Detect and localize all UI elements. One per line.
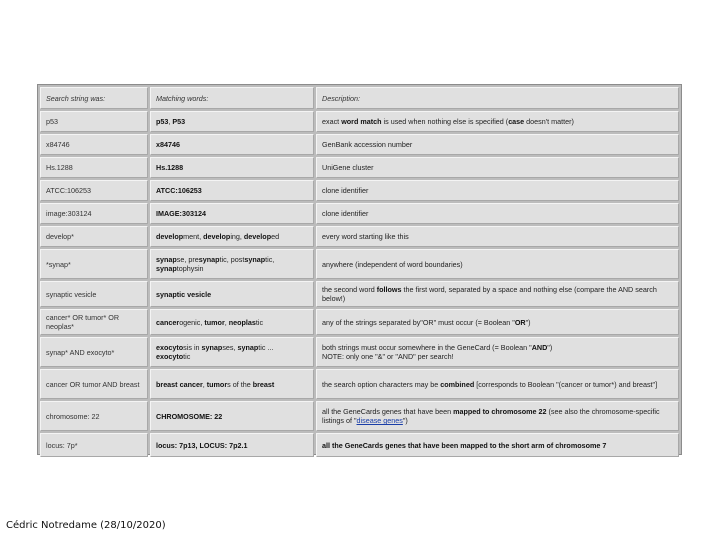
table-row bbox=[40, 401, 679, 431]
bold-text: develop bbox=[203, 232, 231, 241]
table-row bbox=[40, 337, 679, 367]
header-search-string: Search string was: bbox=[40, 87, 148, 109]
matching-words-cell bbox=[150, 433, 314, 457]
table-row bbox=[40, 111, 679, 132]
description-cell bbox=[316, 309, 679, 335]
text: , bbox=[168, 117, 173, 126]
matching-words-cell bbox=[150, 111, 314, 132]
bold-text: synaptic vesicle bbox=[156, 289, 212, 299]
text: ment, bbox=[183, 232, 204, 241]
search-string-cell: develop* bbox=[40, 226, 148, 247]
description-cell bbox=[316, 337, 679, 367]
text: tic, bbox=[265, 255, 275, 264]
table-row bbox=[40, 281, 679, 307]
bold-text: develop bbox=[156, 232, 184, 241]
text: the second word bbox=[322, 285, 377, 294]
text: any of the strings separated by"OR" must occur (= Boolean " bbox=[322, 317, 515, 327]
description-cell bbox=[316, 369, 679, 399]
text: ed bbox=[271, 232, 280, 241]
disease-genes-link[interactable]: disease genes bbox=[356, 416, 403, 425]
table-row bbox=[40, 433, 679, 457]
text: se, pre bbox=[176, 255, 199, 264]
bold-text: follows bbox=[376, 285, 402, 294]
bold-text: synap bbox=[156, 255, 177, 264]
matching-words-cell bbox=[150, 309, 314, 335]
bold-text: case bbox=[508, 117, 525, 126]
table-row bbox=[40, 226, 679, 247]
matching-words-cell bbox=[150, 157, 314, 178]
text: ing, bbox=[230, 232, 244, 241]
bold-text: mapped to chromosome 22 bbox=[453, 407, 547, 416]
text: s of the bbox=[227, 379, 253, 389]
search-string-cell: synap* AND exocyto* bbox=[40, 337, 148, 367]
text: every word starting like this bbox=[322, 232, 409, 241]
description-cell bbox=[316, 433, 679, 457]
text: ") bbox=[402, 416, 408, 425]
search-string-cell: x84746 bbox=[40, 134, 148, 155]
table-row bbox=[40, 369, 679, 399]
search-string-cell: chromosome: 22 bbox=[40, 401, 148, 431]
matching-words-cell bbox=[150, 401, 314, 431]
bold-text: breast cancer bbox=[156, 379, 203, 389]
search-string-cell: locus: 7p* bbox=[40, 433, 148, 457]
text: clone identifier bbox=[322, 186, 369, 195]
bold-text: all the GeneCards genes that have been mapped to the short arm of chromosome 7 bbox=[322, 440, 607, 450]
bold-text: CHROMOSOME: 22 bbox=[156, 411, 223, 421]
bold-text: Hs.1288 bbox=[156, 163, 184, 172]
description-cell bbox=[316, 203, 679, 224]
text: ogenic, bbox=[179, 317, 205, 327]
search-string-cell: image:303124 bbox=[40, 203, 148, 224]
text: ") bbox=[525, 317, 531, 327]
description-cell bbox=[316, 111, 679, 132]
bold-text: AND bbox=[531, 343, 548, 352]
text: doesn't matter) bbox=[524, 117, 574, 126]
description-cell bbox=[316, 281, 679, 307]
text: [corresponds to Boolean "(cancer or tumor*) and breast"] bbox=[474, 379, 658, 389]
description-cell bbox=[316, 226, 679, 247]
search-string-cell: cancer OR tumor AND breast bbox=[40, 369, 148, 399]
matching-words-cell bbox=[150, 180, 314, 201]
text: anywhere (independent of word boundaries) bbox=[322, 259, 463, 269]
bold-text: word match bbox=[341, 117, 382, 126]
table-row bbox=[40, 309, 679, 335]
bold-text: develop bbox=[243, 232, 272, 241]
text: GenBank accession number bbox=[322, 140, 413, 149]
bold-text: OR bbox=[514, 317, 526, 327]
bold-text: synap bbox=[201, 343, 223, 352]
bold-text: tumor bbox=[204, 317, 225, 327]
bold-text: exocyto bbox=[156, 343, 184, 352]
bold-text: synap bbox=[156, 264, 177, 273]
author-date-footer: Cédric Notredame (28/10/2020) bbox=[6, 520, 166, 531]
search-string-cell: p53 bbox=[40, 111, 148, 132]
header-description: Description: bbox=[316, 87, 679, 109]
matching-words-cell bbox=[150, 226, 314, 247]
table-row bbox=[40, 180, 679, 201]
bold-text: cancer bbox=[156, 317, 180, 327]
matching-words-cell bbox=[150, 281, 314, 307]
description-cell bbox=[316, 134, 679, 155]
bold-text: IMAGE:303124 bbox=[156, 209, 206, 218]
text: tophysin bbox=[176, 264, 204, 273]
text: , bbox=[224, 317, 229, 327]
description-cell bbox=[316, 249, 679, 279]
bold-text: p53 bbox=[156, 117, 169, 126]
bold-text: ATCC:106253 bbox=[156, 186, 202, 195]
text: tic ... bbox=[258, 343, 274, 352]
matching-words-cell bbox=[150, 249, 314, 279]
text: ") bbox=[547, 343, 553, 352]
search-string-cell: synaptic vesicle bbox=[40, 281, 148, 307]
text: NOTE: only one "&" or "AND" per search! bbox=[322, 352, 454, 361]
text: is used when nothing else is specified ( bbox=[381, 117, 509, 126]
search-string-cell: Hs.1288 bbox=[40, 157, 148, 178]
text: tic bbox=[183, 352, 191, 361]
matching-words-cell bbox=[150, 134, 314, 155]
bold-text: locus: 7p13, LOCUS: 7p2.1 bbox=[156, 440, 248, 450]
text: the first word, separated by a space and nothing else (compare the AND search below!) bbox=[322, 285, 657, 303]
text: (see also the chromosome-specific listings of " bbox=[322, 407, 660, 425]
table-row bbox=[40, 157, 679, 178]
text: tic, post bbox=[219, 255, 245, 264]
search-syntax-table bbox=[37, 84, 682, 455]
search-string-cell: cancer* OR tumor* OR neoplas* bbox=[40, 309, 148, 335]
table-header-row bbox=[40, 87, 679, 109]
description-cell bbox=[316, 180, 679, 201]
text: clone identifier bbox=[322, 209, 369, 218]
text: the search option characters may be bbox=[322, 379, 441, 389]
text: both strings must occur somewhere in the GeneCard (= Boolean " bbox=[322, 343, 532, 352]
text: UniGene cluster bbox=[322, 163, 374, 172]
bold-text: x84746 bbox=[156, 140, 180, 149]
table-row bbox=[40, 203, 679, 224]
table-row bbox=[40, 134, 679, 155]
matching-words-cell bbox=[150, 369, 314, 399]
text: , bbox=[202, 379, 207, 389]
matching-words-cell bbox=[150, 337, 314, 367]
bold-text: synap bbox=[198, 255, 220, 264]
bold-text: breast bbox=[252, 379, 275, 389]
bold-text: synap bbox=[237, 343, 259, 352]
bold-text: tumor bbox=[206, 379, 228, 389]
description-cell bbox=[316, 157, 679, 178]
bold-text: synap bbox=[244, 255, 266, 264]
description-cell bbox=[316, 401, 679, 431]
text: exact bbox=[322, 117, 342, 126]
table-row bbox=[40, 249, 679, 279]
bold-text: combined bbox=[440, 379, 475, 389]
text: ses, bbox=[222, 343, 238, 352]
bold-text: P53 bbox=[172, 117, 186, 126]
search-string-cell: *synap* bbox=[40, 249, 148, 279]
text: tic bbox=[255, 317, 264, 327]
search-syntax-grid bbox=[38, 85, 681, 459]
text: sis in bbox=[183, 343, 202, 352]
text: all the GeneCards genes that have been bbox=[322, 407, 454, 416]
matching-words-cell bbox=[150, 203, 314, 224]
header-matching-words: Matching words: bbox=[150, 87, 314, 109]
bold-text: neoplas bbox=[228, 317, 256, 327]
search-string-cell: ATCC:106253 bbox=[40, 180, 148, 201]
bold-text: exocyto bbox=[156, 352, 184, 361]
